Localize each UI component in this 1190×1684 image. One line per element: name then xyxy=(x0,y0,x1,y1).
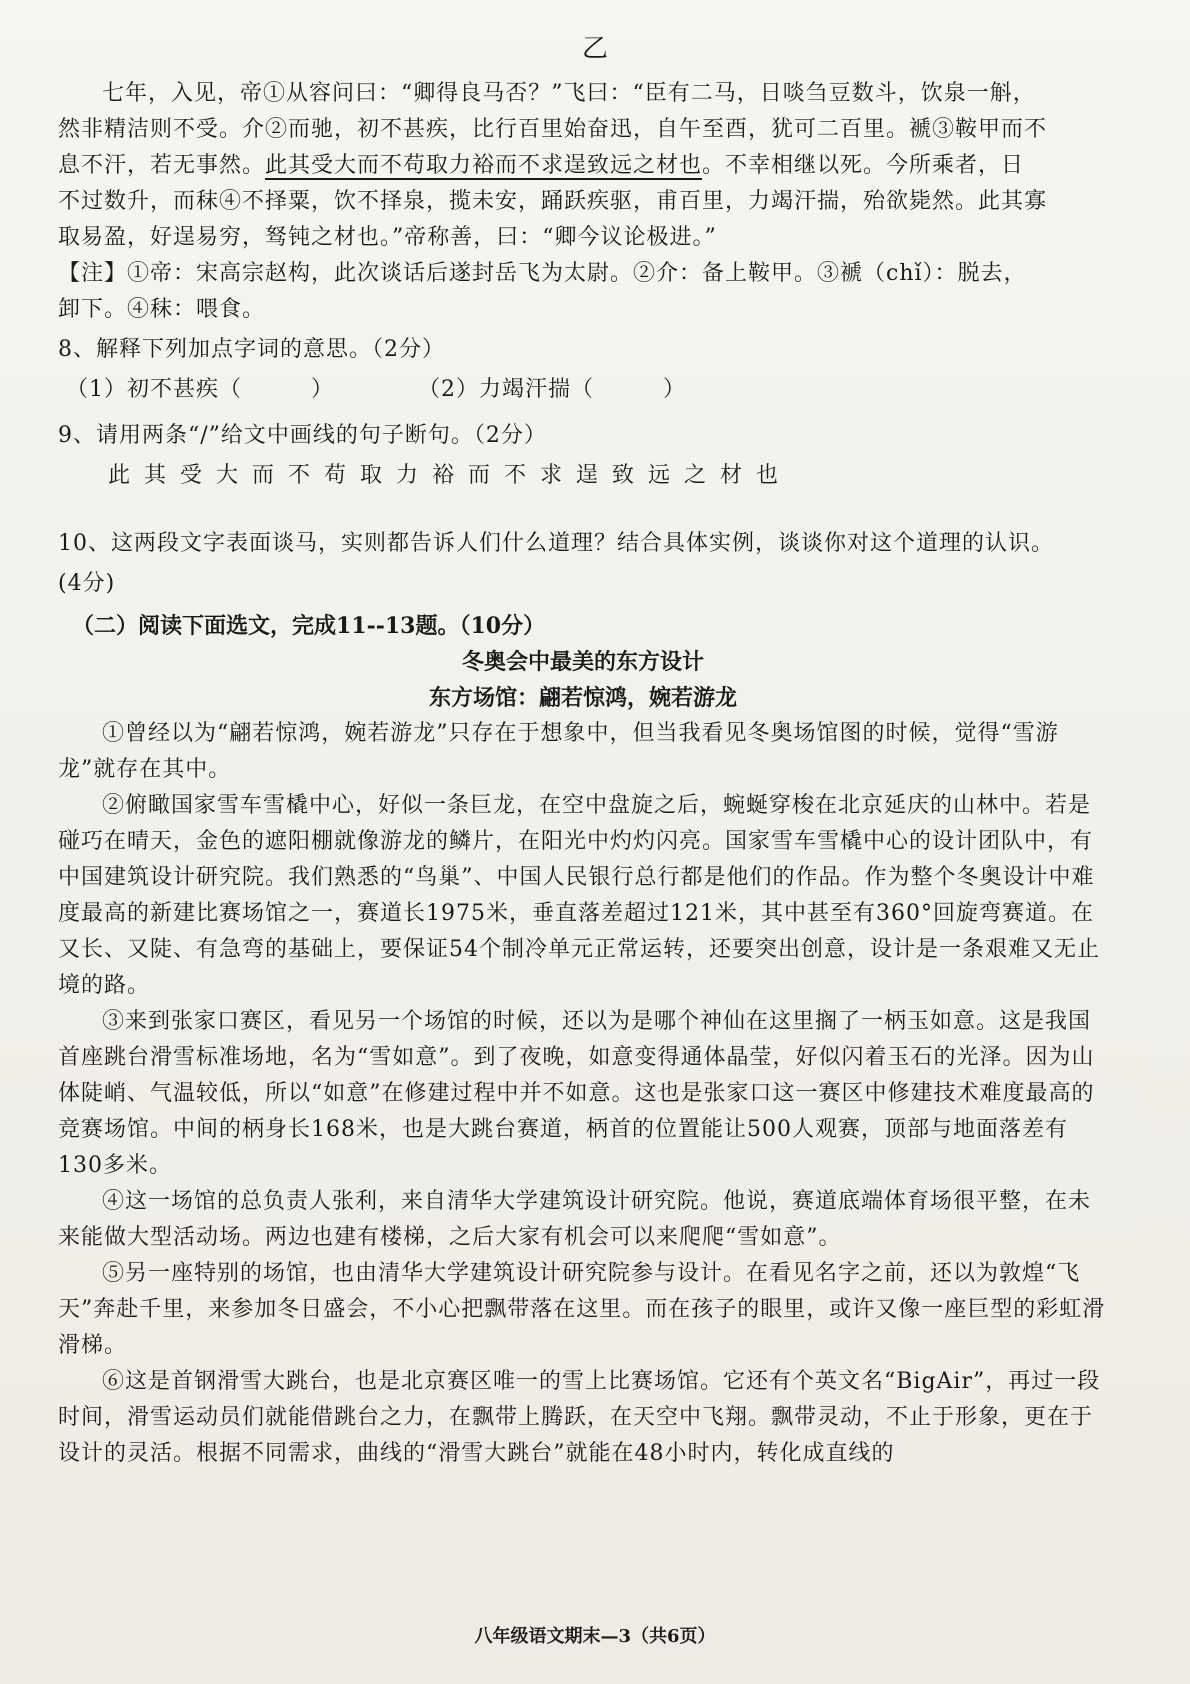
paragraph-1: ①曾经以为“翩若惊鸿，婉若游龙”只存在于想象中，但当我看见冬奥场馆图的时候，觉得“雪游龙”就存在其中。 xyxy=(58,721,1059,782)
passage-line: 取易盈，好逞易穷，驽钝之材也。”帝称善，曰：“卿今议论极进。” xyxy=(58,225,717,250)
note-line: 卸下。④秣：喂食。 xyxy=(58,297,266,322)
question-10-points: (4分) xyxy=(58,571,116,596)
passage-line xyxy=(58,148,1108,184)
passage-title: 乙 xyxy=(581,34,608,64)
paragraph-4: ④这一场馆的总负责人张利，来自清华大学建筑设计研究院。他说，赛道底端体育场很平整，在未来能做大型活动场。两边也建有楼梯，之后大家有机会可以来爬爬“雪如意”。 xyxy=(58,1189,1092,1250)
question-10: 10、这两段文字表面谈马，实则都告诉人们什么道理？结合具体实例，谈谈你对这个道理的认识。 xyxy=(58,531,1054,556)
question-8-items xyxy=(58,370,1108,410)
article-title: 冬奥会中最美的东方设计 xyxy=(461,649,704,675)
questions xyxy=(58,330,1108,604)
note-line: 【注】①帝：宋高宗赵构，此次谈话后遂封岳飞为太尉。②介：备上鞍甲。③褫（chǐ）：脱去， xyxy=(58,261,1027,286)
passage-line: 七年，入见，帝①从容问曰：“卿得良马否？”飞曰：“臣有二马，日啖刍豆数斗，饮泉一斛， xyxy=(102,81,1036,106)
section-heading: （二）阅读下面选文，完成11--13题。（10分） xyxy=(72,613,546,639)
passage-line: 然非精洁则不受。介②而驰，初不甚疾，比行百里始奋迅，自午至酉，犹可二百里。褫③鞍甲而不 xyxy=(58,117,1048,142)
page-footer: 八年级语文期末—3（共6页） xyxy=(474,1626,716,1647)
article-subtitle: 东方场馆：翩若惊鸿，婉若游龙 xyxy=(428,685,737,711)
question-9-sentence: 此其受大而不苟取力裕而不求逞致远之材也 xyxy=(108,463,793,488)
paragraph-6: ⑥这是首钢滑雪大跳台，也是北京赛区唯一的雪上比赛场馆。它还有个英文名“BigAir”，再过一段时间，滑雪运动员们就能借跳台之力，在飘带上腾跃，在天空中飞翔。飘带灵动，不止于形象，更在于设计的灵活。根据不同需求，曲线的“滑雪大跳台”就能在48小时内，转化成直线的 xyxy=(58,1369,1101,1466)
question-9: 9、请用两条“/”给文中画线的句子断句。（2分） xyxy=(58,423,547,448)
q8-item-2: （2）力竭汗揣（ ） xyxy=(418,377,686,402)
question-8: 8、解释下列加点字词的意思。（2分） xyxy=(58,337,445,362)
section-two xyxy=(58,608,1108,1472)
paragraph-3: ③来到张家口赛区，看见另一个场馆的时候，还以为是哪个神仙在这里搁了一柄玉如意。这是我国首座跳台滑雪标准场地，名为“雪如意”。到了夜晚，如意变得通体晶莹，好似闪着玉石的光泽。因为山体陡峭、气温较低，所以“如意”在修建过程中并不如意。这也是张家口这一赛区中修建技术难度最高的竞赛场馆。中间的柄身长168米，也是大跳台赛道，柄首的位置能让500人观赛，顶部与地面落差有130多米。 xyxy=(58,1009,1095,1178)
passage-yi xyxy=(58,76,1108,328)
q8-item-1: （1）初不甚疾（ ） xyxy=(66,377,334,402)
passage-line-end: 。不幸相继以死。今所乘者，日 xyxy=(702,153,1025,178)
underlined-sentence: 此其受大而不苟取力裕而不求逞致远之材也 xyxy=(265,153,703,178)
paragraph-5: ⑤另一座特别的场馆，也由清华大学建筑设计研究院参与设计。在看见名字之前，还以为敦煌“飞天”奔赴千里，来参加冬日盛会，不小心把飘带落在这里。而在孩子的眼里，或许又像一座巨型的彩虹滑滑梯。 xyxy=(58,1261,1106,1358)
paragraph-2: ②俯瞰国家雪车雪橇中心，好似一条巨龙，在空中盘旋之后，蜿蜒穿梭在北京延庆的山林中。若是碰巧在晴天，金色的遮阳棚就像游龙的鳞片，在阳光中灼灼闪亮。国家雪车雪橇中心的设计团队中，有中国建筑设计研究院。我们熟悉的“鸟巢”、中国人民银行总行都是他们的作品。作为整个冬奥设计中难度最高的新建比赛场馆之一，赛道长1975米，垂直落差超过121米，其中甚至有360°回旋弯赛道。在又长、又陡、有急弯的基础上，要保证54个制冷单元正常运转，还要突出创意，设计是一条艰难又无止境的路。 xyxy=(58,793,1100,998)
passage-line: 不过数升，而秣④不择粟，饮不择泉，揽未安，踊跃疾驱，甫百里，力竭汗揣，殆欲毙然。此其寡 xyxy=(58,189,1048,214)
passage-line-start: 息不汗，若无事然。 xyxy=(58,153,266,178)
